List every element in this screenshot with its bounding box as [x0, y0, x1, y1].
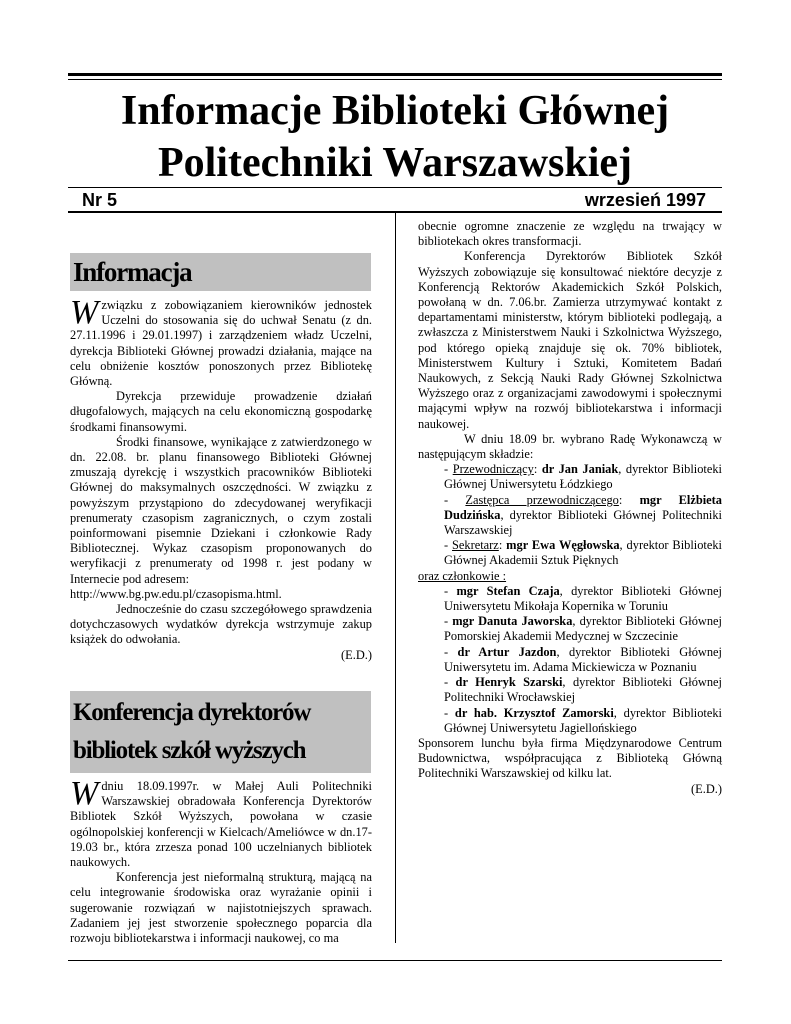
member-item: - mgr Stefan Czaja, dyrektor Biblioteki Głównej Uniwersytetu Mikołaja Kopernika w Toruniu	[444, 583, 722, 614]
right-paragraph-4: Sponsorem lunchu była firma Międzynarodowe Centrum Budownictwa, współpracująca z Biblioteką Główną Politechniki Warszawskiej od kilku lat.	[418, 735, 722, 781]
article2-heading	[70, 691, 371, 773]
article1-paragraph-4: Jednocześnie do czasu szczegółowego sprawdzenia dotychczasowych wydatków dyrekcja wstrzymuje zakup książek do odwołania.	[70, 602, 372, 647]
board-item: - Zastępca przewodniczącego: mgr Elżbieta Dudzińska, dyrektor Biblioteki Głównej Politechniki Warszawskiej	[444, 492, 722, 538]
masthead-title-line1: Informacje Biblioteki Głównej	[120, 88, 670, 134]
top-rule-thick	[68, 73, 722, 76]
member-item: - dr Henryk Szarski, dyrektor Biblioteki Głównej Politechniki Wrocławskiej	[444, 675, 722, 705]
board-item: - Przewodniczący: dr Jan Janiak, dyrektor Biblioteki Głównej Uniwersytetu Łódzkiego	[444, 462, 722, 492]
column-divider	[395, 213, 396, 943]
article2-heading-line1: Konferencja dyrektorów	[73, 699, 311, 726]
article1-heading: Informacja	[70, 253, 371, 291]
members-label: oraz członkowie :	[418, 568, 507, 583]
board-name: dr Jan Janiak	[541, 462, 619, 477]
member-name: dr Artur Jazdon	[457, 644, 557, 659]
article1-paragraph-3: Środki finansowe, wynikające z zatwierdzonego w dn. 22.08. br. planu finansowego Biblioteki Głównej zmuszają dyrekcję i wszystkich pracowników Biblioteki Głównej do maksymalnych oszczędności. W związku z powyższym przystąpiono do zdecydowanej weryfikacji prenumeraty czasopism zagranicznych, o czym zostali poinformowani pisemnie Dziekani i członkowie Rady Bibliotecznej. Wykaz czasopism proponowanych do weryfikacji z prenumeraty od 1998 r. jest podany w Internecie pod adresem:	[70, 434, 372, 586]
board-role: Zastępca przewodniczącego	[465, 492, 619, 507]
issue-date: wrzesień 1997	[584, 190, 706, 210]
article1-body	[70, 294, 372, 663]
article2-dropcap: W	[70, 775, 99, 812]
article2-heading-line2: bibliotek szkół wyższych	[73, 737, 306, 764]
top-rule-thin	[68, 79, 722, 80]
bottom-rule	[68, 960, 722, 961]
member-item: - mgr Danuta Jaworska, dyrektor Biblioteki Głównej Pomorskiej Akademii Medycznej w Szczecinie	[444, 614, 722, 644]
board-role: Sekretarz	[452, 538, 499, 553]
member-item: - dr hab. Krzysztof Zamorski, dyrektor Biblioteki Głównej Uniwersytetu Jagiellońskiego	[444, 705, 722, 735]
board-item: - Sekretarz: mgr Ewa Węgłowska, dyrektor Biblioteki Głównej Akademii Sztuk Pięknych	[444, 538, 722, 568]
article2-paragraph-1: dniu 18.09.1997r. w Małej Auli Politechniki Warszawskiej obradowała Konferencja Dyrektorów Bibliotek Szkół Wyższych, powołana w czasie ogólnopolskiej konferencji w Kielcach/Ameliówce w dn.17-19.03 br., która zrzesza ponad 100 uczelnianych bibliotek naukowych.	[70, 779, 372, 870]
article2-body	[70, 775, 372, 946]
board-role: Przewodniczący	[452, 462, 534, 477]
masthead-title-line2: Politechniki Warszawskiej	[157, 140, 633, 186]
article1-signature: (E.D.)	[341, 647, 372, 662]
board-name: mgr Ewa Węgłowska	[506, 538, 620, 553]
right-signature: (E.D.)	[691, 781, 722, 796]
member-name: mgr Stefan Czaja	[456, 583, 560, 598]
member-name: mgr Danuta Jaworska	[452, 614, 573, 629]
article1-paragraph-2: Dyrekcja przewiduje prowadzenie działań długofalowych, mających na celu ekonomiczną gospodarkę środkami finansowymi.	[70, 389, 372, 434]
right-paragraph-1: obecnie ogromne znaczenie ze względu na trwający w bibliotekach okres transformacji.	[418, 219, 722, 249]
right-column	[418, 219, 722, 797]
member-item: - dr Artur Jazdon, dyrektor Biblioteki Głównej Uniwersytetu im. Adama Mickiewicza w Poznaniu	[444, 644, 722, 674]
board-name: mgr Elżbieta Dudzińska	[444, 492, 722, 522]
member-name: dr hab. Krzysztof Zamorski	[454, 705, 614, 720]
issue-rule-top	[68, 187, 722, 188]
right-paragraph-2: Konferencja Dyrektorów Bibliotek Szkół Wyższych zobowiązuje się konsultować niektóre decyzje z Konferencją Rektorów Akademickich Szkół Polskich, powołaną w dn. 7.06.br. Zamierza utrzymywać kontakt z departamentami ministerstw, którym biblioteki podlegają, a zwłaszcza z Ministerstwem Nauki i Szkolnictwa Wyższego, pod którego opieką znajduje się ok. 70% bibliotek, Ministerstwem Kultury i Sztuki, Komitetem Badań Naukowych, z Sekcją Nauki Rady Głównej Szkolnictwa Wyższego oraz z organizacjami zawodowymi i społecznymi mającymi wpływ na rozwój bibliotekarstwa i informacji naukowej.	[418, 249, 722, 431]
article1-url: http://www.bg.pw.edu.pl/czasopisma.html.	[70, 586, 282, 601]
issue-number: Nr 5	[82, 190, 118, 210]
article1-dropcap: W	[70, 294, 99, 331]
member-name: dr Henryk Szarski	[455, 675, 563, 690]
right-paragraph-3: W dniu 18.09 br. wybrano Radę Wykonawczą w następującym składzie:	[418, 431, 722, 462]
article2-paragraph-2: Konferencja jest nieformalną strukturą, mającą na celu integrowanie środowiska oraz wyrażanie opinii i sugerowanie rozwiązań w najistotniejszych sprawach. Zadaniem jej jest stworzenie społecznego poparcia dla rozwoju bibliotekarstwa i informacji naukowej, co ma	[70, 870, 372, 946]
article1-paragraph-1: związku z zobowiązaniem kierowników jednostek Uczelni do stosowania się do uchwał Senatu (z dn. 27.11.1996 i 29.01.1997) i zarządzeniem władz Uczelni, dyrekcja Biblioteki Głównej prowadzi działania, mające na celu obniżenie kosztów ponoszonych przez Bibliotekę Główną.	[70, 298, 372, 389]
